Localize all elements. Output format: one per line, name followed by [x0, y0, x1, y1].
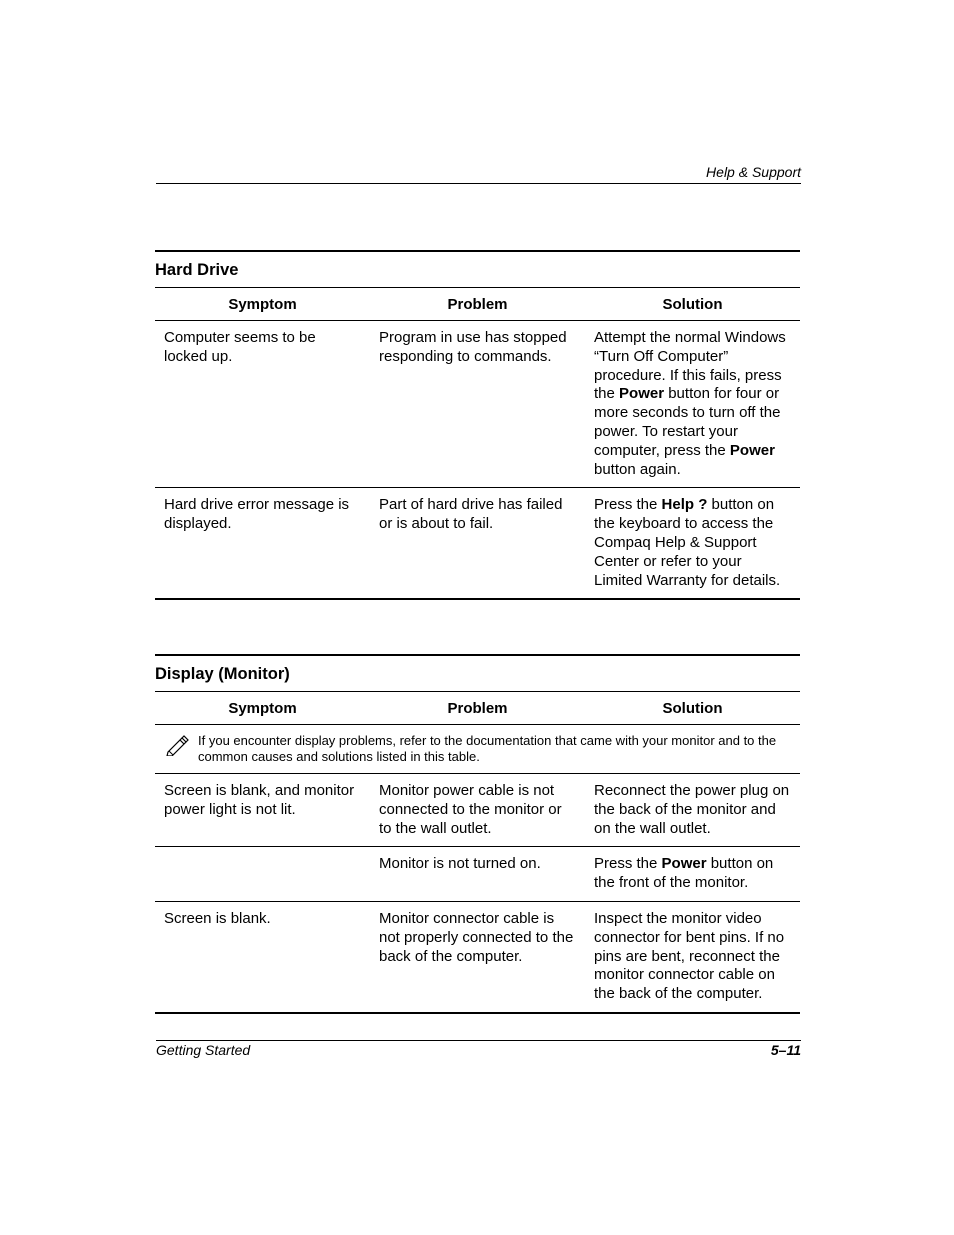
symptom-cell: Screen is blank, and monitor power light is not lit. [155, 774, 370, 847]
solution-text: Attempt the normal Windows “Turn Off Computer” procedure. If this fails, press the [594, 329, 786, 403]
table-row [155, 321, 800, 488]
solution-cell: Reconnect the power plug on the back of the monitor and on the wall outlet. [585, 774, 800, 847]
table-row [155, 901, 800, 1012]
section-title: Hard Drive [155, 252, 800, 288]
problem-cell: Monitor connector cable is not properly connected to the back of the computer. [370, 901, 585, 1012]
problem-cell: Monitor is not turned on. [370, 847, 585, 902]
power-key-label: Power [729, 441, 775, 459]
page-number: 5–11 [770, 1042, 801, 1058]
symptom-cell [155, 847, 370, 902]
running-header: Help & Support [706, 164, 801, 180]
solution-cell [585, 847, 800, 902]
solution-text: button on the keyboard to access the Compaq Help & Support Center or refer to your Limited Warranty for details. [594, 496, 781, 589]
problem-cell: Part of hard drive has failed or is about to fail. [370, 488, 585, 599]
column-header-solution: Solution [585, 288, 800, 321]
display-section [155, 654, 800, 1014]
table-row [155, 774, 800, 847]
solution-text: Press the [594, 855, 662, 873]
note-text: If you encounter display problems, refer to the documentation that came with your monitor and to the common causes and solutions listed in this table. [198, 733, 777, 764]
help-key-label: Help ? [661, 496, 708, 514]
symptom-cell: Computer seems to be locked up. [155, 321, 370, 488]
table-header-row [155, 692, 800, 725]
section-title: Display (Monitor) [155, 656, 800, 692]
solution-cell: Inspect the monitor video connector for bent pins. If no pins are bent, reconnect the monitor connector cable on the back of the computer. [585, 901, 800, 1012]
hard-drive-section [155, 250, 800, 600]
header-rule [156, 183, 801, 184]
table-row [155, 847, 800, 902]
table-row [155, 488, 800, 599]
display-table [155, 692, 800, 1014]
problem-cell: Program in use has stopped responding to commands. [370, 321, 585, 488]
pencil-note-icon [165, 734, 198, 760]
column-header-symptom: Symptom [155, 288, 370, 321]
solution-text: button on the front of the monitor. [594, 855, 774, 892]
note-cell [155, 725, 800, 774]
note-row [155, 725, 800, 774]
power-key-label: Power [661, 855, 707, 873]
footer-rule [156, 1040, 801, 1041]
symptom-cell: Hard drive error message is displayed. [155, 488, 370, 599]
solution-text: button for four or more seconds to turn off the power. To restart your computer, press the [594, 385, 781, 459]
column-header-problem: Problem [370, 288, 585, 321]
footer-doc-title: Getting Started [156, 1042, 251, 1058]
symptom-cell: Screen is blank. [155, 901, 370, 1012]
column-header-problem: Problem [370, 692, 585, 725]
column-header-symptom: Symptom [155, 692, 370, 725]
solution-text: button again. [594, 460, 681, 478]
solution-cell [585, 321, 800, 488]
problem-cell: Monitor power cable is not connected to the monitor or to the wall outlet. [370, 774, 585, 847]
table-header-row [155, 288, 800, 321]
solution-cell [585, 488, 800, 599]
column-header-solution: Solution [585, 692, 800, 725]
power-key-label: Power [619, 385, 665, 403]
solution-text: Press the [594, 496, 662, 514]
hard-drive-table [155, 288, 800, 600]
